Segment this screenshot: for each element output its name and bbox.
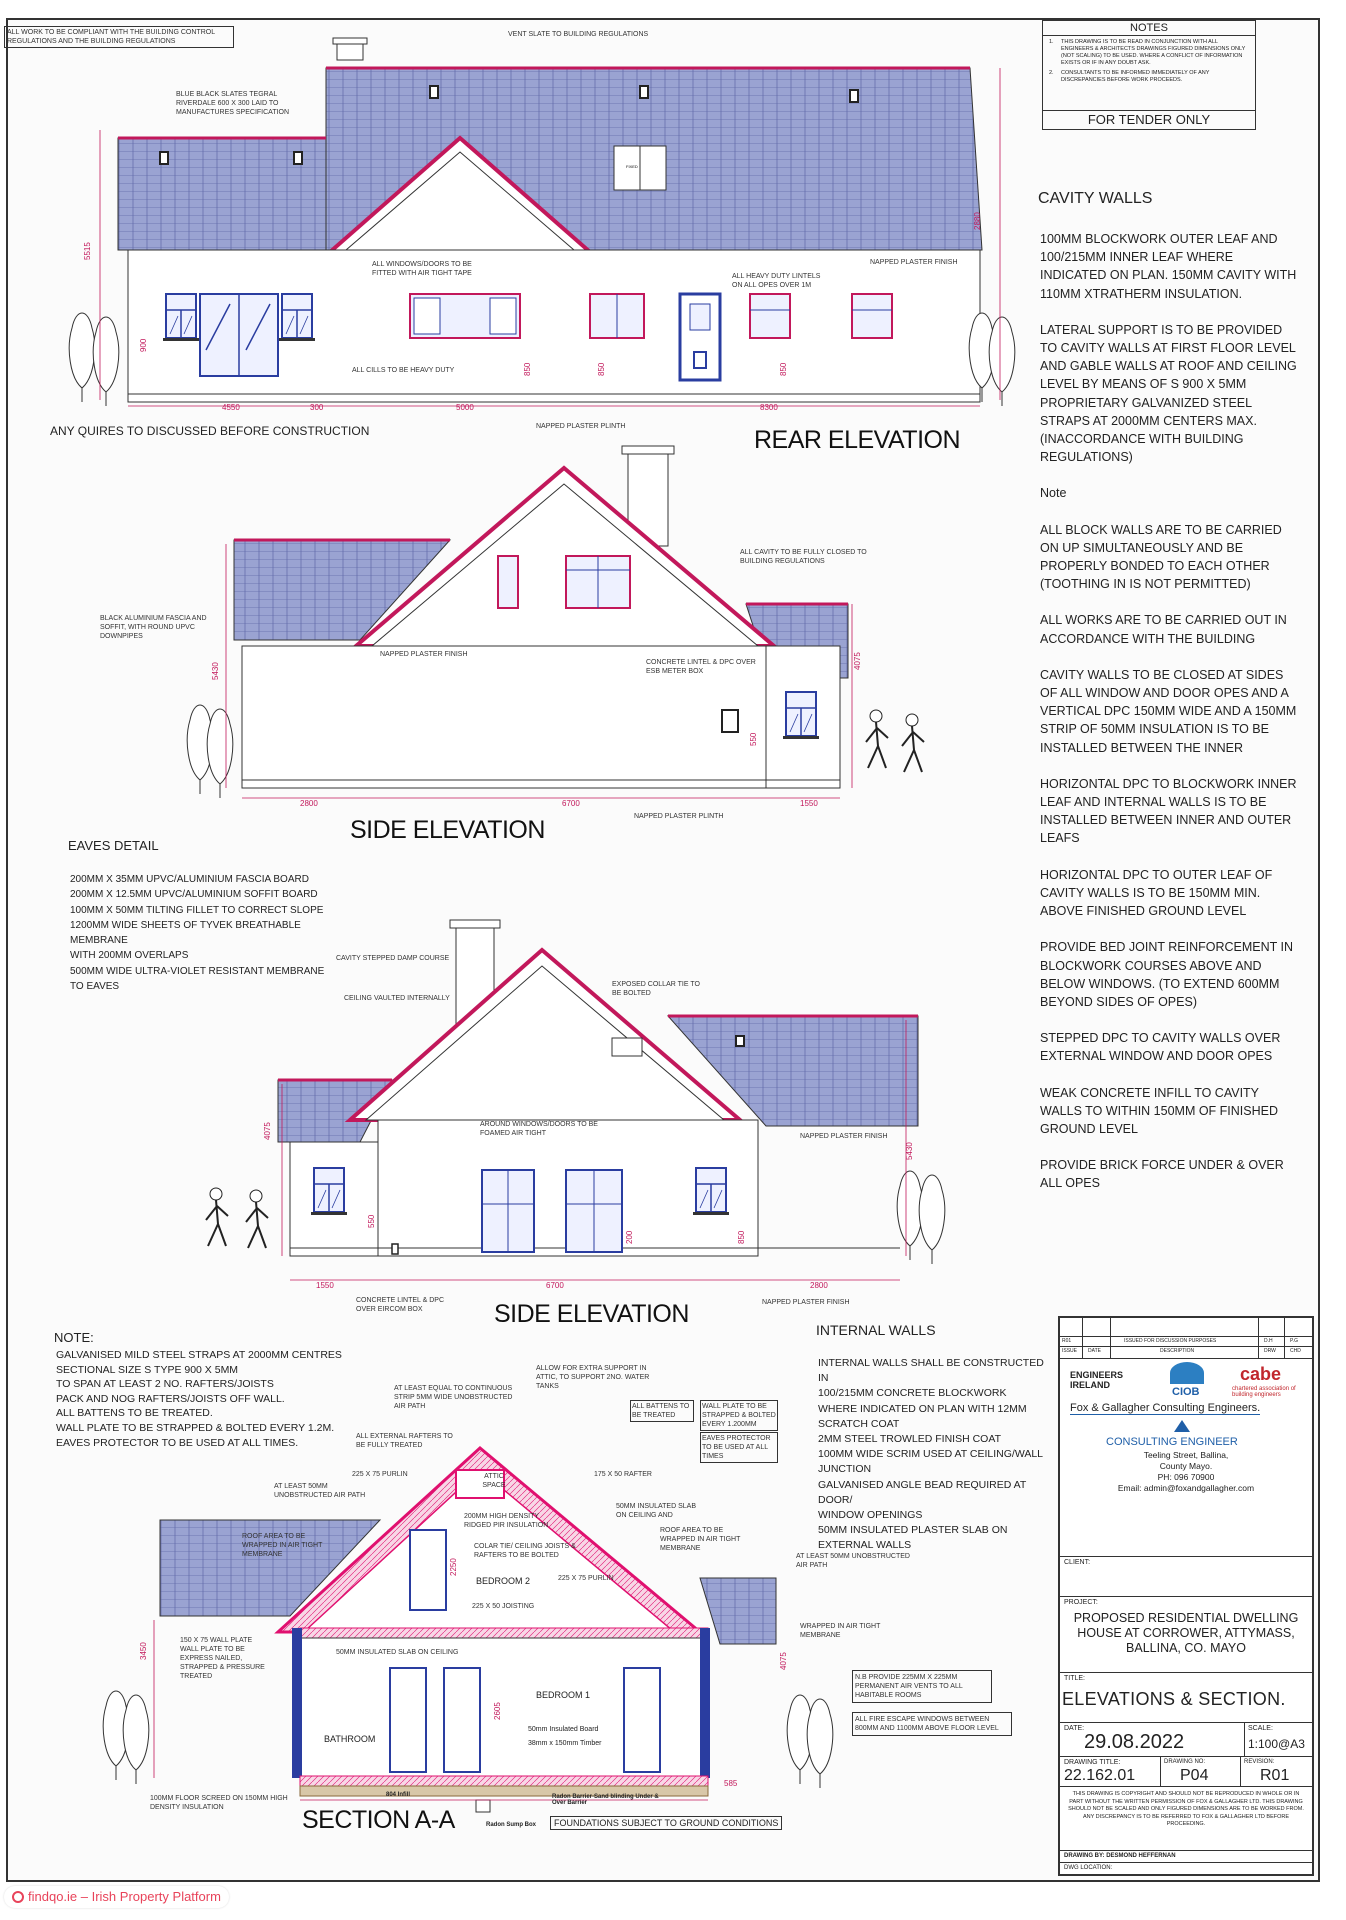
svg-text:850: 850 — [523, 362, 532, 376]
svg-text:3450: 3450 — [139, 1642, 148, 1660]
svg-text:585: 585 — [724, 1779, 738, 1788]
svg-text:2800: 2800 — [810, 1281, 828, 1290]
svg-text:900: 900 — [139, 338, 148, 352]
ciob-logo: CIOB — [1172, 1386, 1200, 1398]
rear-cills-label: ALL CILLS TO BE HEAVY DUTY — [352, 367, 455, 374]
sec-roof-wrapped2: ROOF AREA TO BE WRAPPED IN AIR TIGHT MEMBRANE — [660, 1527, 741, 1552]
sec-slab-on-ceiling: 50MM INSULATED SLAB ON CEILING — [336, 1649, 459, 1656]
engineers-ireland-logo: ENGINEERS IRELAND — [1070, 1370, 1124, 1390]
svg-text:850: 850 — [597, 362, 606, 376]
side2-ceiling-label: CEILING VAULTED INTERNALLY — [344, 995, 450, 1002]
sec-fire-escape: ALL FIRE ESCAPE WINDOWS BETWEEN 800MM AND 1100MM ABOVE FLOOR LEVEL — [852, 1712, 1012, 1736]
sec-insulation: 200MM HIGH DENSITY RIDGED PIR INSULATION — [464, 1513, 549, 1529]
side-elevation-1-drawing — [187, 446, 924, 798]
rear-napped-label: NAPPED PLASTER FINISH — [870, 259, 958, 266]
sec-bedroom2: BEDROOM 2 — [476, 1576, 531, 1586]
drawing-date: 29.08.2022 — [1084, 1731, 1185, 1753]
sec-ext-rafters: ALL EXTERNAL RAFTERS TO BE FULLY TREATED — [356, 1433, 453, 1449]
sec-rafter: 175 X 50 RAFTER — [594, 1471, 652, 1478]
firm-address: Teeling Street, Ballina, County Mayo. PH: 096 70900 Email: admin@foxandgallagher.com — [1117, 1450, 1255, 1493]
drawing-title-label: DRAWING TITLE: — [1064, 1759, 1121, 1766]
rear-lintels-label: ALL HEAVY DUTY LINTELS ON ALL OPES OVER 1M — [732, 273, 821, 289]
firm-triangle-icon — [1174, 1420, 1190, 1432]
svg-text:FIXED: FIXED — [626, 164, 638, 169]
findqo-watermark[interactable]: findqo.ie – Irish Property Platform — [4, 1886, 229, 1908]
svg-text:550: 550 — [367, 1214, 376, 1228]
svg-text:8300: 8300 — [760, 403, 778, 412]
notes-header: NOTES — [1043, 21, 1255, 36]
side2-eircom-label: CONCRETE LINTEL & DPC OVER EIRCOM BOX — [356, 1297, 445, 1313]
side2-napped-label: NAPPED PLASTER FINISH — [800, 1133, 888, 1140]
eaves-list: 200MM X 35MM UPVC/ALUMINIUM FASCIA BOARD 200MM X 12.5MM UPVC/ALUMINIUM SOFFIT BOARD 100MM X 50MM TILTING FILLET TO CORRECT SLOPE 1200MM WIDE SHEETS OF TYVEK BREATHABLE MEMBRANE WITH 200MM OVERLAPS 500MM WIDE ULTRA-VIOLET RESISTANT MEMBRANE TO EAVES — [70, 874, 325, 993]
svg-text:200: 200 — [625, 1230, 634, 1244]
sec-battens: ALL BATTENS TO BE TREATED — [630, 1400, 694, 1422]
internal-walls-list: INTERNAL WALLS SHALL BE CONSTRUCTED IN 100/215MM CONCRETE BLOCKWORK WHERE INDICATED ON PLAN WITH 12MM SCRATCH COAT 2MM STEEL TROWLED FINISH COAT 100MM WIDE SCRIM USED AT CEILING/WALL JUNCTION GALVANISED ANGLE BEAD REQUIRED AT DOOR/ WINDOW OPENINGS 50MM INSULATED PLASTER SLAB ON EXTERNAL WALLS — [818, 1357, 1044, 1552]
revision-grid: R01 ISSUED FOR DISCUSSION PURPOSES D.H P.G ISSUE DATE DESCRIPTION DRW CHD — [1060, 1318, 1312, 1359]
sec-collar: COLAR TIE/ CEILING JOISTS & RAFTERS TO BE BOLTED — [474, 1543, 576, 1559]
project-label: PROJECT: — [1064, 1599, 1098, 1606]
title-block — [1058, 1316, 1314, 1876]
cavity-walls-spec: 100MM BLOCKWORK OUTER LEAF AND 100/215MM INNER LEAF WHERE INDICATED ON PLAN. 150MM CAVITY WITH 110MM XTRATHERM INSULATION. LATERAL SUPPORT IS TO BE PROVIDED TO CAVITY WALLS AT FIRST FLOOR LEVEL AND GABLE WALLS AT ROOF AND CEILING LEVEL BY MEANS OF S 900 X 5MM PROPRIETARY GALVANIZED STEEL STRAPS AT 2000MM CENTERS MAX. (INACCORDANCE WITH BUILDING REGULATIONS) Note ALL BLOCK WALLS ARE TO BE CARRIED ON UP SIMULTANEOUSLY AND BE PROPERLY BONDED TO EACH OTHER (TOOTHING IN IS NOT PERMITTED) ALL WORKS ARE TO BE CARRIED OUT IN ACCORDANCE WITH THE BUILDING CAVITY WALLS TO BE CLOSED AT SIDES OF ALL WINDOW AND DOOR OPES AND A VERTICAL DPC 150MM WIDE AND A 150MM STRIP OF 50MM INSULATION IS TO BE INSTALLED BETWEEN THE INNER HORIZONTAL DPC TO BLOCKWORK INNER LEAF AND INTERNAL WALLS IS TO BE INSTALLED BETWEEN INNER AND OUTER LEAFS HORIZONTAL DPC TO OUTER LEAF OF CAVITY WALLS IS TO BE 150MM MIN. ABOVE FINISHED GROUND LEVEL PROVIDE BED JOINT REINFORCEMENT IN BLOCKWORK COURSES ABOVE AND BELOW WINDOWS. (TO EXTEND 600MM BEYOND SIDES OF OPES) STEPPED DPC TO CAVITY WALLS OVER EXTERNAL WINDOW AND DOOR OPES WEAK CONCRETE INFILL TO CAVITY WALLS TO WITHIN 150MM OF FINISHED GROUND LEVEL PROVIDE BRICK FORCE UNDER & OVER ALL OPES — [1040, 232, 1297, 1191]
side1-plinth-label: NAPPED PLASTER PLINTH — [634, 813, 724, 820]
section-title: SECTION A-A — [302, 1806, 455, 1834]
section-drawing — [103, 1448, 833, 1812]
eaves-heading: EAVES DETAIL — [68, 838, 159, 853]
svg-text:5515: 5515 — [83, 242, 92, 260]
revision: R01 — [1260, 1767, 1290, 1784]
svg-text:4075: 4075 — [263, 1122, 272, 1140]
scale-label: SCALE: — [1248, 1725, 1273, 1732]
svg-text:2880: 2880 — [973, 212, 982, 230]
svg-text:4075: 4075 — [853, 652, 862, 670]
drawing-no: P04 — [1180, 1767, 1209, 1784]
title-label: TITLE: — [1064, 1675, 1086, 1682]
drawing-title-number: 22.162.01 — [1064, 1767, 1136, 1784]
svg-text:5000: 5000 — [456, 403, 474, 412]
svg-text:6700: 6700 — [562, 799, 580, 808]
sec-bathroom: BATHROOM — [324, 1734, 376, 1744]
sec-bedroom1: BEDROOM 1 — [536, 1690, 591, 1700]
rear-elevation-title: REAR ELEVATION — [754, 426, 961, 454]
sec-eaves-protector: EAVES PROTECTOR TO BE USED AT ALL TIMES — [700, 1432, 778, 1463]
sec-floor: 100MM FLOOR SCREED ON 150MM HIGH DENSITY INSULATION — [150, 1795, 288, 1811]
cavity-walls-heading: CAVITY WALLS — [1038, 190, 1153, 207]
sec-roof-wrapped1: ROOF AREA TO BE WRAPPED IN AIR TIGHT MEMBRANE — [242, 1533, 323, 1558]
sec-joisting: 225 X 50 JOISTING — [472, 1603, 535, 1610]
rear-airtight-label: ALL WINDOWS/DOORS TO BE FITTED WITH AIR TIGHT TAPE — [372, 261, 472, 277]
drawn-by: DRAWING BY: DESMOND HEFFERNAN — [1064, 1853, 1176, 1859]
svg-text:6700: 6700 — [546, 1281, 564, 1290]
sec-purlin2: 225 X 75 PURLIN — [558, 1575, 614, 1582]
side-elevation-1-title: SIDE ELEVATION — [350, 816, 545, 844]
side2-foamed-label: AROUND WINDOWS/DOORS TO BE FOAMED AIR TIGHT — [480, 1121, 598, 1137]
sec-radon-barrier: Radon Barrier-Sand blinding Under & Over Barrier — [552, 1794, 659, 1806]
svg-text:2605: 2605 — [493, 1702, 502, 1720]
sec-vents: N.B PROVIDE 225MM X 225MM PERMANENT AIR VENTS TO ALL HABITABLE ROOMS — [852, 1670, 992, 1703]
side1-esb-label: CONCRETE LINTEL & DPC OVER ESB METER BOX — [646, 659, 756, 675]
svg-text:1550: 1550 — [800, 799, 818, 808]
side2-napped2-label: NAPPED PLASTER FINISH — [762, 1299, 850, 1306]
side2-dpc-label: CAVITY STEPPED DAMP COURSE — [336, 955, 450, 962]
sec-infill: 804 Infill — [386, 1792, 411, 1798]
note-heading: NOTE: — [54, 1330, 94, 1345]
side2-collar-label: EXPOSED COLLAR TIE TO BE BOLTED — [612, 981, 700, 997]
client-label: CLIENT: — [1064, 1559, 1091, 1566]
svg-text:4550: 4550 — [222, 403, 240, 412]
query-note: ANY QUIRES TO DISCUSSED BEFORE CONSTRUCTION — [50, 424, 370, 438]
svg-text:300: 300 — [310, 403, 324, 412]
sec-wall-plate2: 150 X 75 WALL PLATE WALL PLATE TO BE EXPRESS NAILED, STRAPPED & PRESSURE TREATED — [180, 1637, 265, 1680]
svg-text:4075: 4075 — [779, 1652, 788, 1670]
sec-timber: 38mm x 150mm Timber — [528, 1740, 602, 1747]
ciob-emblem-icon — [1170, 1362, 1204, 1384]
drawing-scale: 1:100@A3 — [1248, 1737, 1305, 1751]
tender-label: FOR TENDER ONLY — [1043, 110, 1255, 129]
cabe-subtitle: chartered association of building engineers — [1232, 1386, 1296, 1398]
svg-text:1550: 1550 — [316, 1281, 334, 1290]
sec-wall-plate: WALL PLATE TO BE STRAPPED & BOLTED EVERY 1.200MM — [700, 1400, 778, 1431]
svg-text:5430: 5430 — [211, 662, 220, 680]
rear-slates-label: BLUE BLACK SLATES TEGRAL RIVERDALE 600 X 300 LAID TO MANUFACTURES SPECIFICATION — [176, 91, 290, 116]
sec-purlin1: 225 X 75 PURLIN — [352, 1471, 408, 1478]
svg-text:5430: 5430 — [905, 1142, 914, 1160]
sec-attic: ATTIC SPACE — [482, 1473, 506, 1489]
svg-text:550: 550 — [749, 732, 758, 746]
date-label: DATE: — [1064, 1725, 1085, 1732]
compliance-note: ALL WORK TO BE COMPLIANT WITH THE BUILDING CONTROL REGULATIONS AND THE BUILDING REGULATIONS — [4, 26, 234, 48]
internal-walls-heading: INTERNAL WALLS — [816, 1322, 936, 1338]
sec-sump: Radon Sump Box — [486, 1822, 537, 1828]
sec-air-path: AT LEAST 50MM UNOBSTRUCTED AIR PATH — [274, 1483, 366, 1499]
sec-slab-ceiling: 50MM INSULATED SLAB ON CEILING AND — [616, 1503, 697, 1519]
drawing-title: ELEVATIONS & SECTION. — [1062, 1689, 1286, 1709]
svg-text:2250: 2250 — [449, 1558, 458, 1576]
sec-foundations: FOUNDATIONS SUBJECT TO GROUND CONDITIONS — [550, 1816, 782, 1830]
svg-text:850: 850 — [737, 1230, 746, 1244]
dwg-location: DWG LOCATION: — [1064, 1865, 1113, 1871]
note-item: 1. THIS DRAWING IS TO BE READ IN CONJUNCTION WITH ALL ENGINEERS & ARCHITECTS DRAWINGS FIGURED DIMENSIONS ONLY (NOT SCALING) TO BE USED. WHERE A CONFLICT OF INFORMATION EXISTS OR IF IN ANY DOUBT ASK. — [1049, 39, 1246, 66]
side1-fascia-label: BLACK ALUMINIUM FASCIA AND SOFFIT, WITH ROUND UPVC DOWNPIPES — [100, 615, 207, 640]
rear-plinth-label: NAPPED PLASTER PLINTH — [536, 423, 626, 430]
note-item: 2. CONSULTANTS TO BE INFORMED IMMEDIATELY OF ANY DISCREPANCIES BEFORE WORK PROCEEDS. — [1049, 70, 1210, 83]
note-list: GALVANISED MILD STEEL STRAPS AT 2000MM CENTRES SECTIONAL SIZE S TYPE 900 X 5MM TO SPAN AT LEAST 2 NO. RAFTERS/JOISTS PACK AND NOG RAFTERS/JOISTS OFF WALL. ALL BATTENS TO BE TREATED. WALL PLATE TO BE STRAPPED & BOLTED EVERY 1.2M. EAVES PROTECTOR TO BE USED AT ALL TIMES. — [56, 1349, 342, 1449]
sec-air-path2: AT LEAST 50MM UNOBSTRUCTED AIR PATH — [796, 1553, 910, 1569]
consulting-engineer: CONSULTING ENGINEER — [1106, 1436, 1238, 1448]
sec-wrapped: WRAPPED IN AIR TIGHT MEMBRANE — [800, 1623, 881, 1639]
rear-vent-label: VENT SLATE TO BUILDING REGULATIONS — [508, 31, 649, 38]
sec-continuous: AT LEAST EQUAL TO CONTINUOUS STRIP 5MM WIDE UNOBSTRUCTED AIR PATH — [394, 1385, 513, 1410]
side1-cavity-label: ALL CAVITY TO BE FULLY CLOSED TO BUILDING REGULATIONS — [740, 549, 867, 565]
revision-label: REVISION: — [1244, 1759, 1275, 1765]
findqo-logo-icon — [12, 1891, 24, 1903]
drawing-no-label: DRAWING NO: — [1164, 1759, 1206, 1765]
copyright-note: THIS DRAWING IS COPYRIGHT AND SHOULD NOT BE REPRODUCED IN WHOLE OR IN PART WITHOUT THE WRITTEN PERMISSION OF FOX & GALLAGHER LTD. THIS DRAWING SHOULD NOT BE SCALED AND ONLY FIGURED DIMENSIONS ARE TO BE WORKED FROM. ANY DISCREPANCY IS TO BE REFERRED TO FOX & GALLAGHER LTD BEFORE PROCEEDING. — [1068, 1791, 1304, 1827]
side-elevation-2-title: SIDE ELEVATION — [494, 1300, 689, 1328]
project-name: PROPOSED RESIDENTIAL DWELLING HOUSE AT CORROWER, ATTYMASS, BALLINA, CO. MAYO — [1073, 1611, 1299, 1655]
firm-name: Fox & Gallagher Consulting Engineers. — [1070, 1402, 1261, 1414]
svg-text:850: 850 — [779, 362, 788, 376]
side1-napped-label: NAPPED PLASTER FINISH — [380, 651, 468, 658]
sec-board: 50mm Insulated Board — [528, 1726, 599, 1733]
svg-text:2800: 2800 — [300, 799, 318, 808]
sec-extra-support: ALLOW FOR EXTRA SUPPORT IN ATTIC, TO SUPPORT 2NO. WATER TANKS — [536, 1365, 650, 1390]
cabe-logo: cabe — [1240, 1364, 1282, 1384]
